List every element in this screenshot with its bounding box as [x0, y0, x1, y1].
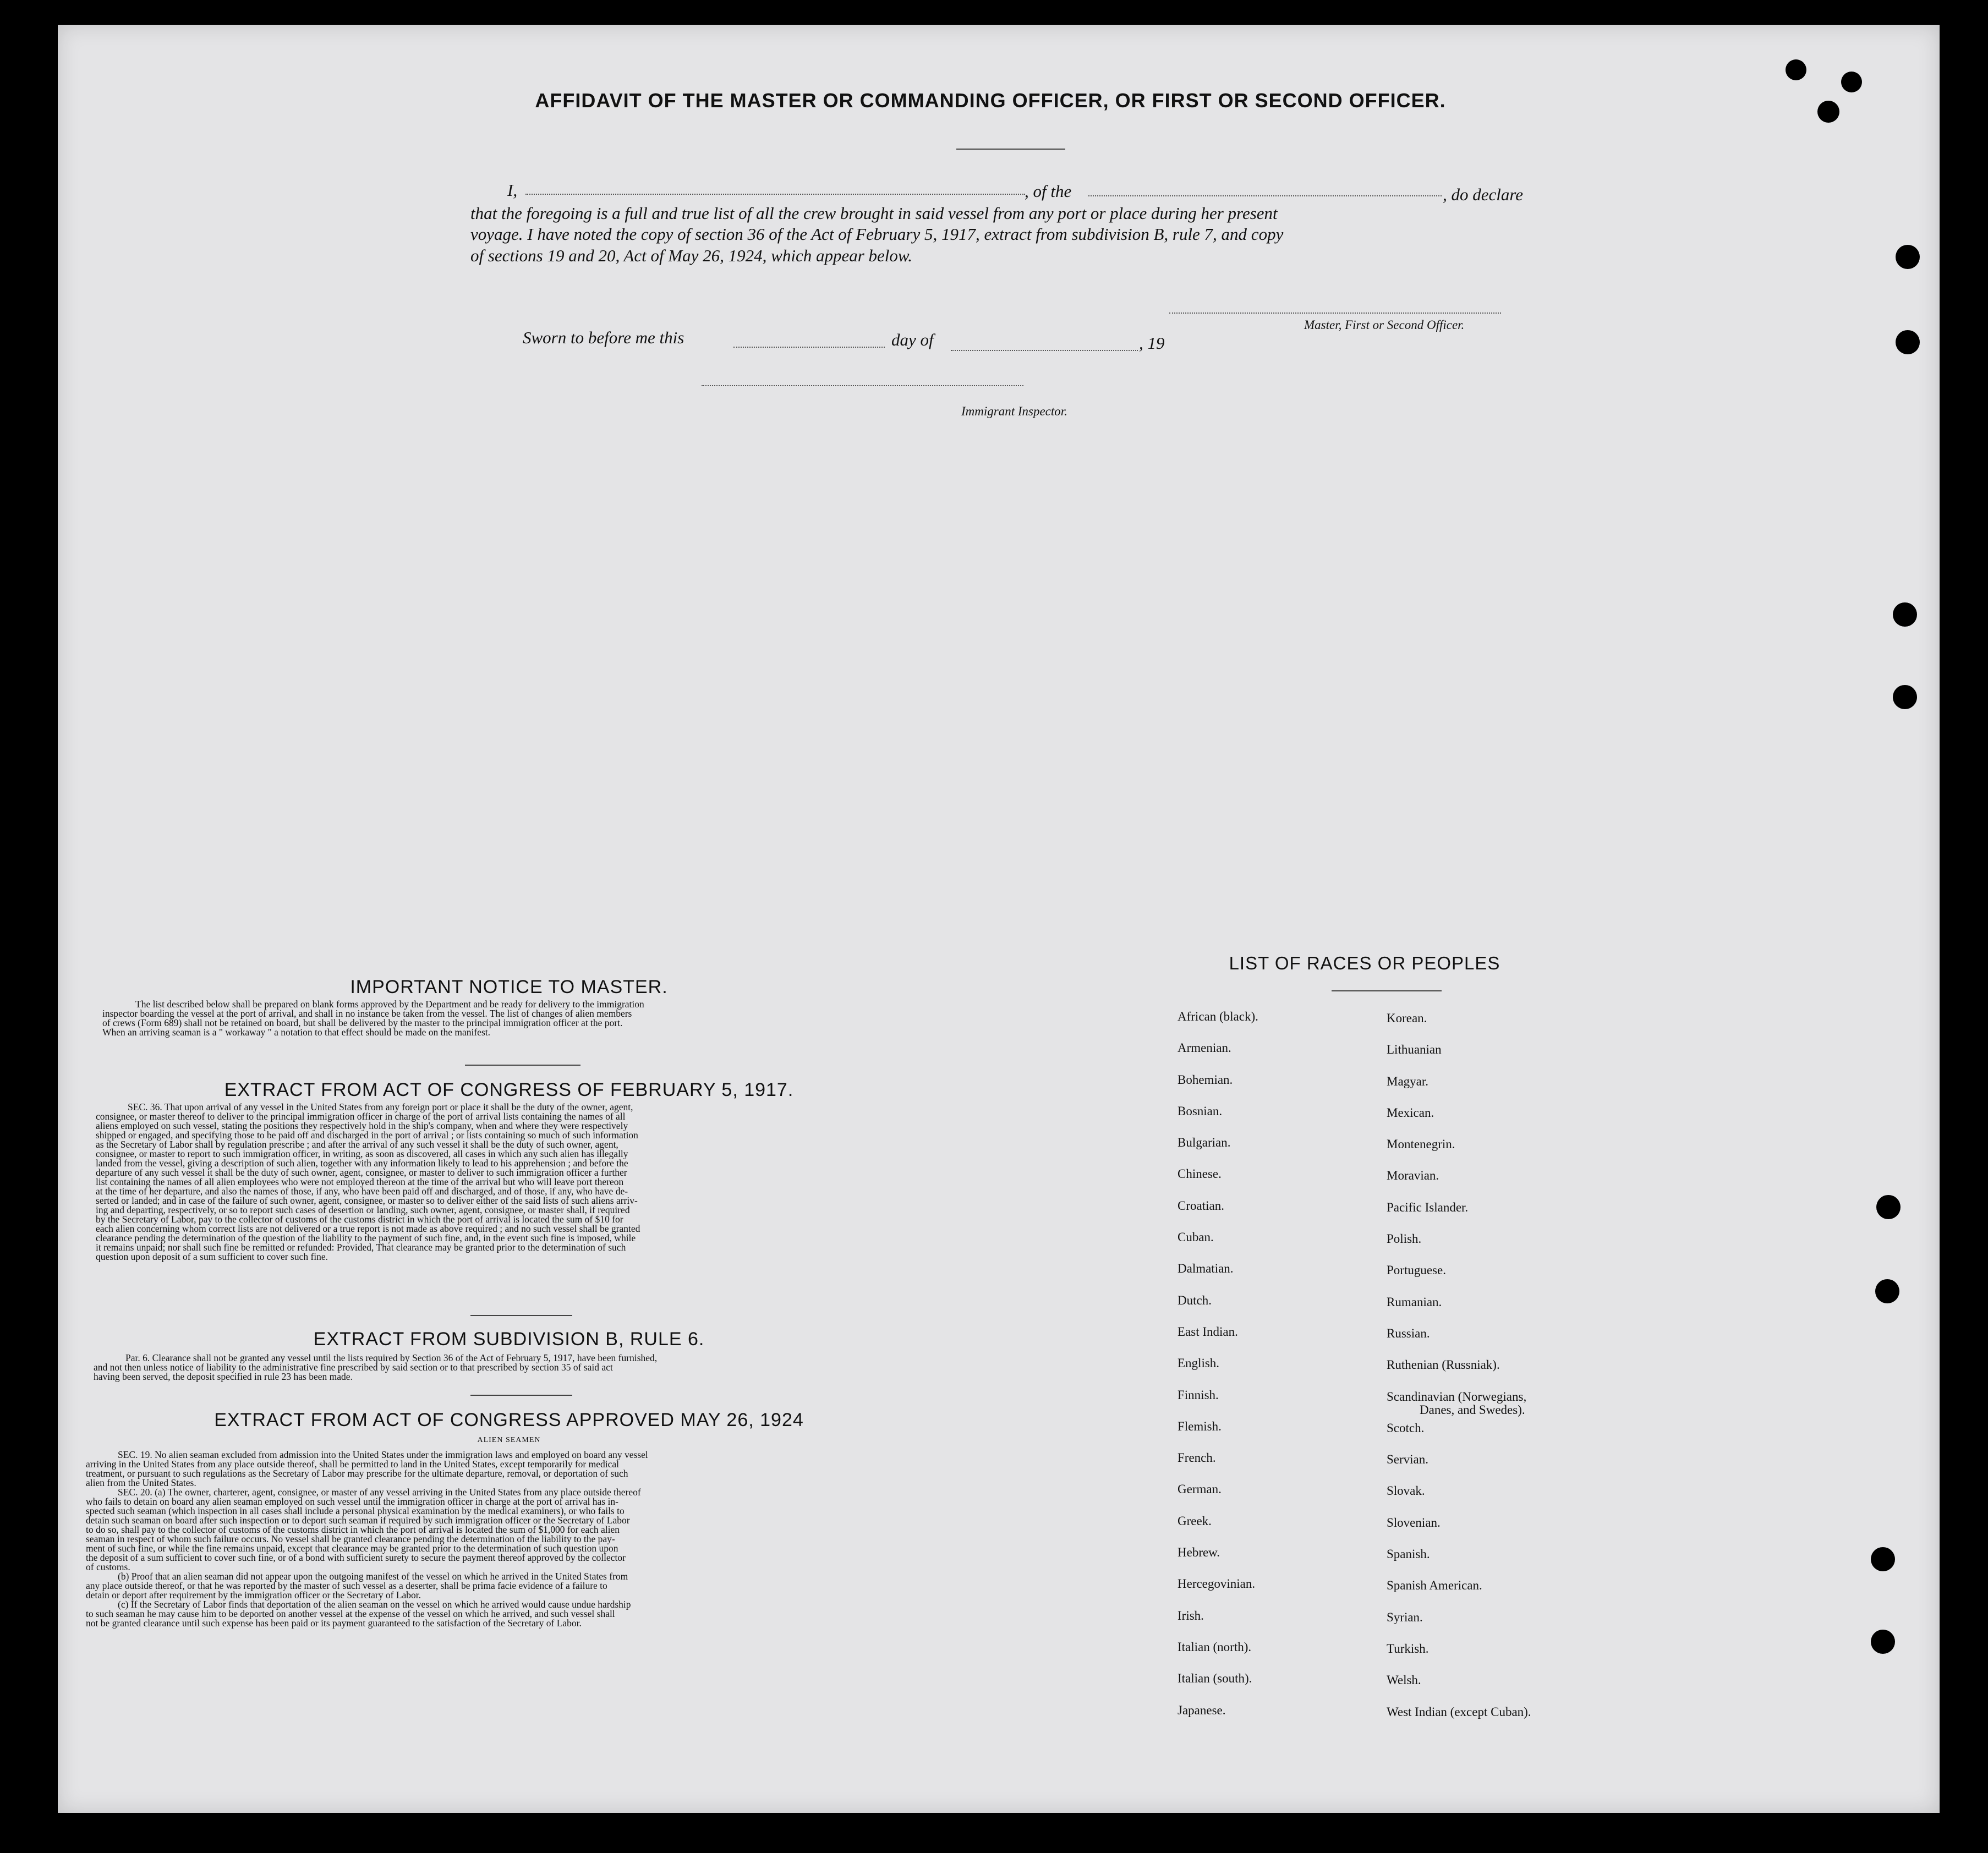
text-line: question upon deposit of a sum sufficient to cover such fine.	[96, 1251, 328, 1262]
punch-hole-icon	[1896, 330, 1920, 354]
race-item	[1387, 1610, 1623, 1642]
race-item	[1387, 1074, 1623, 1106]
race-item	[1178, 1325, 1409, 1356]
race-item	[1178, 1388, 1409, 1419]
race-item	[1178, 1293, 1409, 1325]
text-line: shipped or engaged, and specifying those to be paid off and discharged in the port of arrival ; or lists containing so much of such information	[96, 1130, 638, 1141]
races-left-column	[1178, 1010, 1409, 1735]
race-label: Armenian.	[1178, 1041, 1231, 1055]
race-label: East Indian.	[1178, 1324, 1238, 1339]
master-signature-field[interactable]	[1169, 313, 1501, 314]
divider	[470, 1315, 572, 1316]
race-label: Mexican.	[1387, 1105, 1434, 1120]
punch-hole-icon	[1893, 602, 1917, 627]
race-label: Cuban.	[1178, 1230, 1214, 1245]
text-line: at the time of her departure, and also the names of those, if any, who have been paid off and discharged, and of those, if any, who have de-	[96, 1186, 628, 1197]
race-item	[1387, 1673, 1623, 1704]
text-line: Par. 6. Clearance shall not be granted any vessel until the lists required by Section 36 of the Act of February 5, 1917, have been furnished,	[125, 1352, 658, 1363]
text-line: spected such seaman (which inspection in all cases shall include a personal physical examination by the medical examiners), or who fails to	[86, 1505, 625, 1516]
race-label: Greek.	[1178, 1514, 1212, 1528]
race-label: Rumanian.	[1387, 1295, 1442, 1309]
vessel-name-field[interactable]	[1088, 195, 1442, 196]
sworn-label: Sworn to before me this	[523, 328, 684, 347]
race-item	[1387, 1200, 1623, 1232]
race-item	[1178, 1545, 1409, 1577]
divider	[956, 149, 1065, 150]
extract-1917-title: EXTRACT FROM ACT OF CONGRESS OF FEBRUARY 5, 1917.	[224, 1079, 794, 1100]
race-label: Polish.	[1387, 1232, 1422, 1246]
race-item	[1178, 1577, 1409, 1608]
race-item	[1178, 1356, 1409, 1388]
race-label: Syrian.	[1387, 1610, 1423, 1624]
race-label: Bohemian.	[1178, 1072, 1233, 1087]
race-label: English.	[1178, 1356, 1220, 1370]
punch-hole-icon	[1876, 1195, 1901, 1219]
race-label: Scandinavian (Norwegians,	[1387, 1389, 1527, 1404]
text-line: treatment, or pursuant to such regulations as the Secretary of Labor may prescribe for the ultimate departure, removal, or deportation of such	[86, 1468, 628, 1479]
sworn-day-field[interactable]	[733, 347, 885, 348]
text-line: of crews (Form 689) shall not be retained on board, but shall be delivered by the master to the principal immigration officer at the port.	[102, 1017, 623, 1028]
race-label: Chinese.	[1178, 1167, 1222, 1181]
race-item	[1178, 1167, 1409, 1198]
notice-text	[102, 1000, 927, 1037]
affidavit-body-line: voyage. I have noted the copy of section 36 of the Act of February 5, 1917, extract from subdivision B, rule 7, and copy	[470, 224, 1284, 244]
text-line: the deposit of a sum sufficient to cover such fine, or of a bond with sufficient surety to secure the payment thereof approved by the collector	[86, 1552, 626, 1563]
text-line: and not then unless notice of liability to the administrative fine prescribed by said section or to that prescribed by section 35 of said act	[94, 1362, 613, 1373]
race-label: Moravian.	[1387, 1169, 1439, 1183]
race-item	[1387, 1137, 1623, 1169]
races-title: LIST OF RACES OR PEOPLES	[1229, 953, 1500, 973]
race-item	[1387, 1295, 1623, 1326]
race-label: Turkish.	[1387, 1641, 1429, 1655]
text-line: clearance pending the determination of the question of the liability to the payment of such fine, and, in the event such fine is imposed, while	[96, 1232, 636, 1243]
sworn-month-field[interactable]	[951, 350, 1138, 351]
race-item	[1387, 1642, 1623, 1673]
race-label: Bosnian.	[1178, 1104, 1223, 1118]
race-item	[1178, 1609, 1409, 1640]
affiant-label: I,	[507, 180, 518, 200]
text-line: detain or deport after requirement by the immigration officer or the Secretary of Labor.	[86, 1589, 421, 1600]
text-line: ing and departing, respectively, or so to report such cases of desertion or landing, such owner, agent, consignee, or master shall, if required	[96, 1204, 630, 1215]
text-line: consignee, or master thereof to deliver to the principal immigration officer in charge of the port of arrival lists containing the names of all	[96, 1111, 626, 1122]
text-line: (c) If the Secretary of Labor finds that deportation of the alien seaman on the vessel on which he arrived would cause undue hardship	[118, 1599, 631, 1610]
punch-hole-icon	[1871, 1630, 1895, 1654]
race-item	[1178, 1482, 1409, 1514]
punch-hole-icon	[1893, 685, 1917, 709]
race-label: Montenegrin.	[1387, 1137, 1455, 1152]
race-label: Bulgarian.	[1178, 1136, 1231, 1150]
race-label: Russian.	[1387, 1326, 1430, 1340]
text-line: The list described below shall be prepared on blank forms approved by the Department and be ready for delivery to the immigration	[135, 999, 644, 1010]
text-line: (b) Proof that an alien seaman did not appear upon the outgoing manifest of the vessel on which he arrived in the United States from	[118, 1571, 628, 1582]
master-signature-label: Master, First or Second Officer.	[1304, 318, 1465, 332]
affidavit-title: AFFIDAVIT OF THE MASTER OR COMMANDING OFFICER, OR FIRST OR SECOND OFFICER.	[535, 89, 1446, 112]
text-line: to do so, shall pay to the collector of customs of the customs district in which the port of arrival is located the sum of $1,000 for each alien	[86, 1524, 620, 1535]
race-item	[1387, 1043, 1623, 1074]
race-item	[1178, 1199, 1409, 1230]
race-item	[1387, 1232, 1623, 1263]
race-item	[1387, 1547, 1623, 1578]
inspector-label: Immigrant Inspector.	[961, 404, 1067, 418]
text-line: who fails to detain on board any alien seaman employed on such vessel until the immigration officer in charge at the port of arrival has in-	[86, 1496, 618, 1507]
race-item	[1387, 1169, 1623, 1200]
text-line: landed from the vessel, giving a description of such alien, together with any information likely to lead to his apprehension ; and before the	[96, 1158, 628, 1169]
race-label: Dalmatian.	[1178, 1262, 1234, 1276]
race-item	[1178, 1640, 1409, 1671]
punch-hole-icon	[1786, 59, 1806, 80]
race-item	[1178, 1703, 1409, 1735]
race-label: Portuguese.	[1387, 1263, 1446, 1278]
text-line: SEC. 36. That upon arrival of any vessel in the United States from any foreign port or place it shall be the duty of the owner, agent,	[128, 1101, 633, 1112]
race-item	[1178, 1010, 1409, 1041]
race-label: Pacific Islander.	[1387, 1200, 1469, 1214]
race-item	[1387, 1358, 1623, 1389]
text-line: When an arriving seaman is a " workaway " a notation to that effect should be made on the manifest.	[102, 1027, 490, 1038]
race-item	[1178, 1514, 1409, 1545]
race-label: Irish.	[1178, 1608, 1204, 1622]
race-item	[1387, 1421, 1623, 1452]
text-line: aliens employed on such vessel, stating the positions they respectively hold in the ship's company, when and where they were respectively	[96, 1120, 628, 1131]
race-label: Croatian.	[1178, 1198, 1224, 1213]
race-item	[1387, 1452, 1623, 1484]
text-line: it remains unpaid; nor shall such fine be remitted or refunded: Provided, That clearance may be granted prior to the determination of such	[96, 1242, 626, 1253]
race-item	[1178, 1104, 1409, 1136]
race-label: Spanish.	[1387, 1547, 1430, 1561]
text-line: detain such seaman on board after such inspection or to deport such seaman if required by such immigration officer or the Secretary of Labor	[86, 1515, 630, 1526]
punch-hole-icon	[1896, 245, 1920, 269]
text-line: consignee, or master to report to such immigration officer, in writing, as soon as discovered, all cases in which any such alien has illegally	[96, 1148, 628, 1159]
race-item	[1387, 1516, 1623, 1547]
race-item	[1387, 1011, 1623, 1043]
extract-rule6-title: EXTRACT FROM SUBDIVISION B, RULE 6.	[313, 1329, 705, 1350]
race-label: Hercegovinian.	[1178, 1577, 1256, 1591]
race-label: African (black).	[1178, 1010, 1258, 1023]
text-line: having been served, the deposit specified in rule 23 has been made.	[94, 1371, 353, 1382]
punch-hole-icon	[1871, 1547, 1895, 1571]
divider	[1332, 990, 1442, 991]
do-declare-label: , do declare	[1443, 185, 1524, 204]
text-line: ment of such fine, or while the fine remains unpaid, except that clearance may be granted prior to the determination of such question upon	[86, 1543, 618, 1554]
race-label: German.	[1178, 1482, 1222, 1496]
race-label: French.	[1178, 1451, 1216, 1465]
race-item	[1387, 1326, 1623, 1358]
divider	[465, 1065, 580, 1066]
extract-1924-title: EXTRACT FROM ACT OF CONGRESS APPROVED MAY 26, 1924	[214, 1410, 804, 1430]
race-item	[1387, 1390, 1623, 1421]
affidavit-body-line: of sections 19 and 20, Act of May 26, 1924, which appear below.	[470, 246, 913, 265]
race-label: Lithuanian	[1387, 1043, 1442, 1057]
text-line: by the Secretary of Labor, pay to the collector of customs of the customs district in which the port of arrival is located the sum of $10 for	[96, 1214, 623, 1225]
race-item	[1178, 1419, 1409, 1451]
race-label: Finnish.	[1178, 1388, 1219, 1402]
extract-1917-text	[96, 1103, 922, 1262]
race-label: Hebrew.	[1178, 1545, 1220, 1560]
text-line: to such seaman he may cause him to be deported on another vessel at the expense of the vessel on which he arrived, and such vessel shall	[86, 1608, 615, 1619]
divider	[470, 1395, 572, 1396]
text-line: SEC. 20. (a) The owner, charterer, agent, consignee, or master of any vessel arriving in the United States from any place outside thereof	[118, 1487, 641, 1498]
race-label: Spanish American.	[1387, 1578, 1482, 1593]
punch-hole-icon	[1875, 1279, 1899, 1303]
race-label: Slovenian.	[1387, 1515, 1441, 1529]
text-line: as the Secretary of Labor shall by regulation prescribe ; and after the arrival of any such vessel it shall be the duty of such owner, agent,	[96, 1139, 618, 1150]
notice-title: IMPORTANT NOTICE TO MASTER.	[350, 977, 668, 997]
race-label: Flemish.	[1178, 1419, 1222, 1433]
race-item	[1387, 1578, 1623, 1610]
race-item	[1178, 1262, 1409, 1293]
text-line: inspector boarding the vessel at the port of arrival, and shall in no instance be taken from the vessel. The list of changes of alien members	[102, 1008, 632, 1019]
year-label: , 19	[1139, 333, 1165, 353]
text-line: list containing the names of all alien employees who were not employed thereon at the time of the arrival but who will leave port thereon	[96, 1176, 624, 1187]
race-label: Japanese.	[1178, 1703, 1226, 1717]
race-label: Ruthenian (Russniak).	[1387, 1358, 1500, 1372]
text-line: seaman in respect of whom such failure occurs. No vessel shall be granted clearance pending the determination of the liability to the pay-	[86, 1533, 615, 1544]
races-right-column	[1387, 1011, 1623, 1736]
race-item	[1387, 1263, 1623, 1295]
extract-1924-text	[86, 1450, 916, 1628]
text-line: any place outside thereof, or that he was reported by the master of such vessel as a deserter, shall be prima facie evidence of a failure to	[86, 1580, 607, 1591]
punch-hole-icon	[1817, 101, 1839, 123]
race-item	[1178, 1230, 1409, 1262]
race-item	[1178, 1136, 1409, 1167]
text-line: arriving in the United States from any place outside thereof, shall be permitted to land in the United States, except temporarily for medical	[86, 1459, 620, 1470]
race-label: Korean.	[1387, 1011, 1427, 1025]
race-label: Italian (south).	[1178, 1671, 1252, 1686]
race-item	[1387, 1106, 1623, 1137]
affidavit-body-line: that the foregoing is a full and true list of all the crew brought in said vessel from any port or place during her present	[470, 204, 1278, 223]
race-label: Magyar.	[1387, 1074, 1429, 1088]
race-label: Italian (north).	[1178, 1640, 1252, 1654]
race-item	[1387, 1705, 1623, 1736]
race-label-continuation: Danes, and Swedes).	[1420, 1402, 1525, 1417]
extract-rule6-text	[94, 1353, 919, 1381]
extract-1924-subtitle: ALIEN SEAMEN	[477, 1436, 541, 1444]
race-label: Slovak.	[1387, 1484, 1425, 1498]
punch-hole-icon	[1841, 72, 1862, 92]
affiant-name-field[interactable]	[525, 194, 1025, 195]
race-label: Servian.	[1387, 1452, 1429, 1467]
day-of-label: day of	[891, 330, 934, 349]
race-label: Dutch.	[1178, 1293, 1212, 1307]
of-the-label: , of the	[1025, 182, 1072, 201]
text-line: serted or landed; and in case of the failure of such owner, agent, consignee, or master so to deliver either of the said lists of such aliens arriv-	[96, 1195, 638, 1206]
text-line: not be granted clearance until such expense has been paid or its payment guaranteed to the satisfaction of the Secretary of Labor.	[86, 1618, 582, 1629]
text-line: each alien concerning whom correct lists are not delivered or a true report is not made as above required ; and no such vessel shall be granted	[96, 1223, 640, 1234]
race-item	[1178, 1671, 1409, 1703]
race-item	[1387, 1484, 1623, 1515]
text-line: alien from the United States.	[86, 1477, 196, 1488]
race-item	[1178, 1041, 1409, 1072]
race-item	[1178, 1073, 1409, 1104]
race-label: Scotch.	[1387, 1421, 1425, 1435]
race-item	[1178, 1451, 1409, 1482]
text-line: departure of any such vessel it shall be the duty of such owner, agent, consignee, or master to deliver to such immigration officer a further	[96, 1167, 627, 1178]
race-label: Welsh.	[1387, 1673, 1421, 1687]
text-line: SEC. 19. No alien seaman excluded from admission into the United States under the immigration laws and employed on board any vessel	[118, 1449, 648, 1460]
race-label: West Indian (except Cuban).	[1387, 1704, 1531, 1719]
text-line: of customs.	[86, 1561, 130, 1572]
inspector-signature-field[interactable]	[702, 385, 1023, 386]
